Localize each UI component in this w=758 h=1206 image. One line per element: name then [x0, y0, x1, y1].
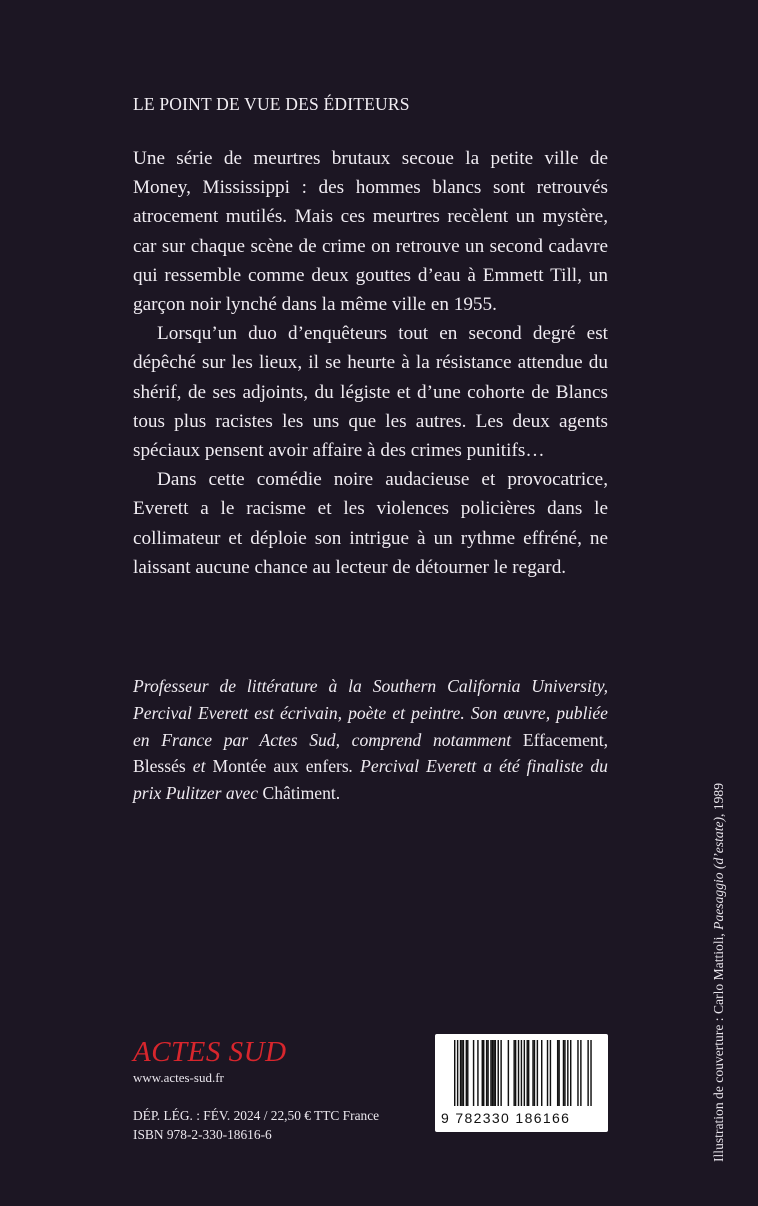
bio-book-montee: Montée aux enfers	[212, 756, 349, 777]
barcode-bar	[564, 1040, 565, 1106]
isbn-line: ISBN 978-2-330-18616-6	[133, 1127, 272, 1142]
barcode-bar	[483, 1040, 484, 1106]
barcode-bar	[547, 1040, 548, 1106]
barcode-bar	[524, 1040, 525, 1106]
barcode-bar	[518, 1040, 519, 1106]
barcode-bar	[567, 1040, 568, 1106]
barcode-bar	[557, 1040, 558, 1106]
barcode-bar	[563, 1040, 564, 1106]
barcode-bar	[461, 1040, 462, 1106]
barcode-bar	[527, 1040, 528, 1106]
barcode-digits: 9 782330 186166	[441, 1110, 571, 1126]
credit-year: , 1989	[711, 782, 726, 817]
barcode-bar	[482, 1040, 483, 1106]
summary-text	[133, 144, 608, 582]
bio-book-effacement: Effacement	[522, 729, 604, 750]
barcode-bar	[570, 1040, 571, 1106]
barcode-bar	[513, 1040, 514, 1106]
bio-text-2: et	[185, 756, 213, 777]
legal-info	[133, 1106, 379, 1144]
barcode-bar	[577, 1040, 578, 1106]
bio-text-3: . Percival Everett a été finaliste du prix Pulitzer avec	[133, 756, 608, 804]
barcode-bar	[454, 1040, 455, 1106]
barcode-bar	[457, 1040, 458, 1106]
barcode-bar	[466, 1040, 467, 1106]
barcode-bar	[528, 1040, 529, 1106]
barcode-bar	[508, 1040, 509, 1106]
barcode-bar	[590, 1040, 591, 1106]
section-heading: LE POINT DE VUE DES ÉDITEURS	[133, 94, 410, 114]
summary-paragraph-3: Dans cette comédie noire audacieuse et provocatrice, Everett a le racisme et les violences policières dans le collimateur et déploie son intrigue à un rythme effréné, ne laissant aucune chance au lecteur de détourner le regard.	[133, 469, 608, 578]
legal-deposit-price: DÉP. LÉG. : FÉV. 2024 / 22,50 € TTC France	[133, 1108, 380, 1123]
barcode-bar	[558, 1040, 559, 1106]
summary-paragraph-1: Une série de meurtres brutaux secoue la petite ville de Money, Mississippi : des hommes blancs sont retrouvés atrocement mutilés. Mais ces meurtres recèlent un mystère, car sur chaque scène de crime on retrouve un second cadavre qui ressemble comme deux gouttes d’eau à Emmett Till, un garçon noir lynché dans la même ville en 1955.	[133, 148, 608, 316]
barcode-bar	[487, 1040, 488, 1106]
bio-text-1: Professeur de littérature à la Southern California University, Percival Everett est écrivain, poète et peintre. Son œuvre, publiée en France par Actes Sud, comprend notamment	[133, 676, 608, 750]
barcode-bar	[541, 1040, 542, 1106]
cover-illustration-credit	[711, 783, 727, 1162]
barcode-bar	[493, 1040, 494, 1106]
barcode-bars	[435, 1034, 608, 1112]
credit-title: Paesaggio (d’estate)	[711, 816, 726, 930]
barcode-bar	[486, 1040, 487, 1106]
barcode-bar	[473, 1040, 474, 1106]
barcode-bar	[500, 1040, 501, 1106]
barcode-bar	[492, 1040, 493, 1106]
barcode-bar	[550, 1040, 551, 1106]
barcode-bar	[515, 1040, 516, 1106]
publisher-logo: ACTES SUD	[133, 1036, 287, 1068]
bio-book-chatiment: Châtiment	[262, 783, 336, 804]
barcode	[435, 1034, 608, 1132]
barcode-bar	[537, 1040, 538, 1106]
barcode-bar	[580, 1040, 581, 1106]
barcode-bar	[477, 1040, 478, 1106]
barcode-bar	[495, 1040, 496, 1106]
credit-prefix: Illustration de couverture : Carlo Mattioli,	[711, 929, 726, 1162]
bio-book-blesses: Blessés	[133, 756, 186, 777]
barcode-bar	[490, 1040, 491, 1106]
author-bio	[133, 673, 608, 807]
bio-end: .	[335, 783, 341, 804]
barcode-bar	[498, 1040, 499, 1106]
summary-paragraph-2: Lorsqu’un duo d’enquêteurs tout en second degré est dépêché sur les lieux, il se heurte à la résistance attendue du shérif, de ses adjoints, du légiste et d’une cohorte de Blancs tous plus racistes les uns que les autres. Les deux agents spéciaux pensent avoir affaire à des crimes punitifs…	[133, 323, 608, 462]
barcode-bar	[463, 1040, 464, 1106]
barcode-bar	[587, 1040, 588, 1106]
barcode-bar	[460, 1040, 461, 1106]
barcode-bar	[534, 1040, 535, 1106]
barcode-bar	[532, 1040, 533, 1106]
publisher-url: www.actes-sud.fr	[133, 1070, 224, 1085]
barcode-bar	[467, 1040, 468, 1106]
bio-separator: ,	[603, 729, 608, 750]
barcode-bar	[521, 1040, 522, 1106]
